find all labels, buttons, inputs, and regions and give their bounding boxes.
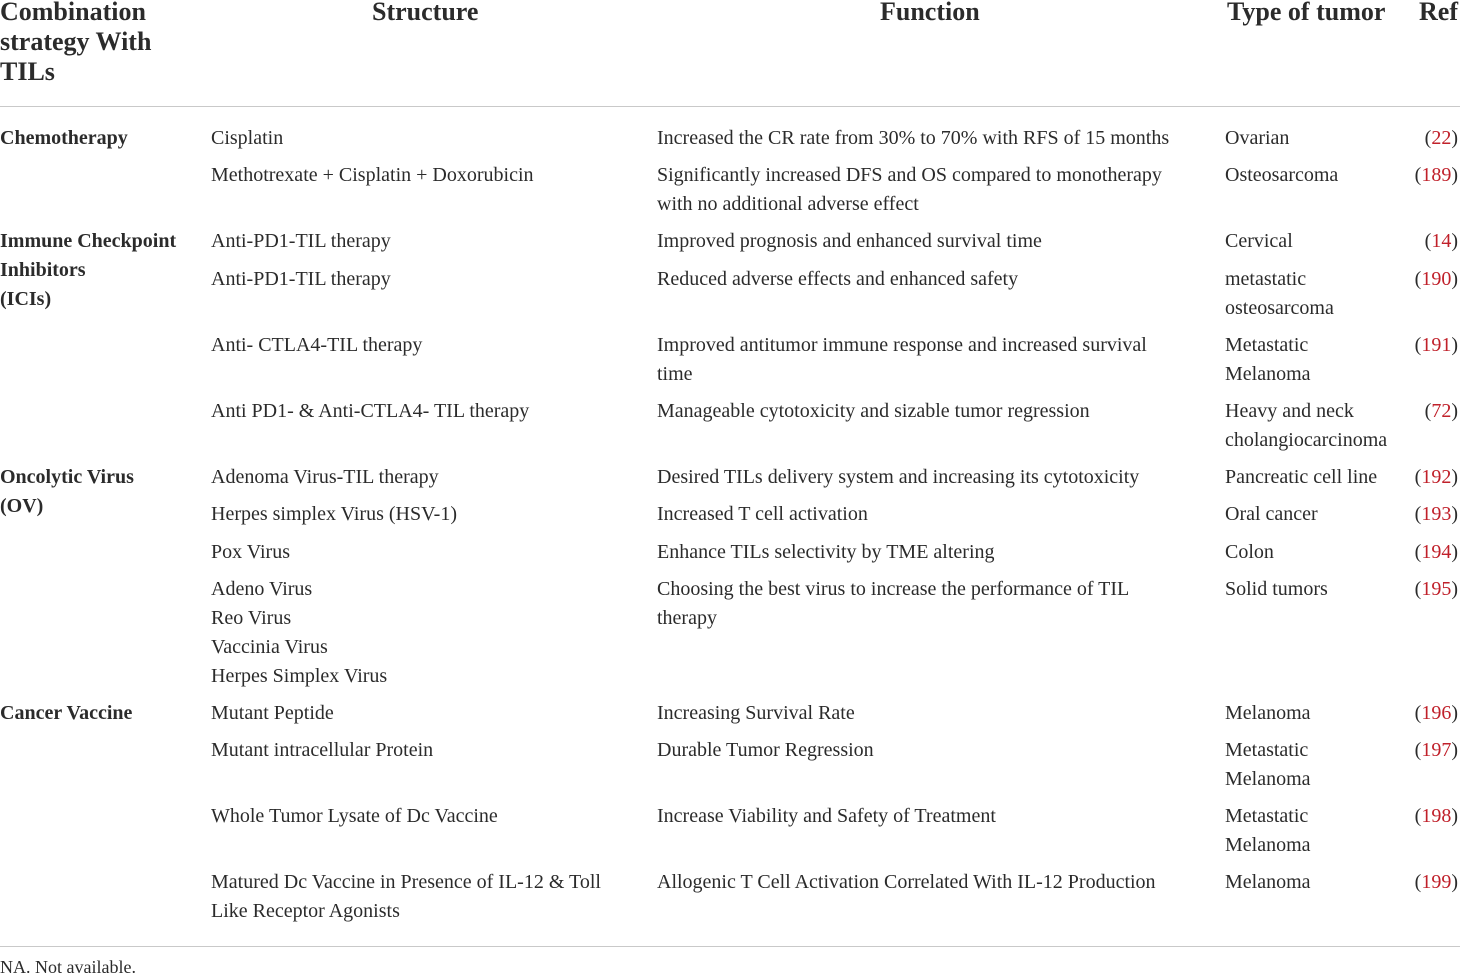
structure-cell: [211, 575, 641, 691]
function-cell: [657, 500, 1213, 529]
tumor-type-cell-line: Melanoma: [1225, 768, 1311, 790]
function-cell: [657, 736, 1213, 765]
structure-cell-line: Pox Virus: [211, 541, 291, 563]
tumor-type-cell: [1225, 538, 1405, 567]
header-function: Function: [880, 0, 980, 26]
tumor-type-cell-line: Metastatic: [1225, 805, 1309, 827]
ref-cell: (195): [1414, 578, 1458, 600]
function-cell-line: Durable Tumor Regression: [657, 739, 874, 761]
structure-cell-line: Adenoma Virus-TIL therapy: [211, 466, 439, 488]
strategy-cell-line: (OV): [0, 495, 44, 517]
structure-cell: [211, 161, 641, 190]
reference-link[interactable]: 199: [1421, 871, 1452, 893]
function-cell: [657, 868, 1213, 897]
structure-cell: [211, 736, 641, 765]
reference-link[interactable]: 195: [1421, 578, 1452, 600]
structure-cell-line: Whole Tumor Lysate of Dc Vaccine: [211, 805, 498, 827]
tumor-type-cell: [1225, 500, 1405, 529]
structure-cell-line: Anti- CTLA4-TIL therapy: [211, 334, 423, 356]
function-cell: [657, 699, 1213, 728]
structure-cell-line: Vaccinia Virus: [211, 636, 328, 658]
tumor-type-cell: [1225, 124, 1405, 153]
function-cell-line: therapy: [657, 607, 717, 629]
function-cell-line: Allogenic T Cell Activation Correlated With IL-12 Production: [657, 871, 1156, 893]
ref-cell: (14): [1424, 230, 1458, 252]
function-cell-line: Enhance TILs selectivity by TME altering: [657, 541, 995, 563]
header-divider: [0, 106, 1460, 107]
strategy-cell-line: (ICIs): [0, 288, 52, 310]
tumor-type-cell: [1225, 736, 1405, 794]
structure-cell-line: Herpes simplex Virus (HSV-1): [211, 503, 458, 525]
ref-cell: (192): [1414, 466, 1458, 488]
strategy-cell-line: Cancer Vaccine: [0, 702, 133, 724]
tumor-type-cell-line: Oral cancer: [1225, 503, 1318, 525]
function-cell: [657, 265, 1213, 294]
tumor-type-cell: [1225, 331, 1405, 389]
function-cell: [657, 397, 1213, 426]
reference-link[interactable]: 197: [1421, 739, 1452, 761]
reference-link[interactable]: 190: [1421, 268, 1452, 290]
structure-cell-line: Adeno Virus: [211, 578, 313, 600]
structure-cell: [211, 538, 641, 567]
tumor-type-cell-line: Metastatic: [1225, 739, 1309, 761]
tumor-type-cell: [1225, 575, 1405, 604]
ref-cell: (190): [1414, 268, 1458, 290]
function-cell-line: with no additional adverse effect: [657, 193, 919, 215]
function-cell-line: Reduced adverse effects and enhanced safety: [657, 268, 1019, 290]
reference-link[interactable]: 196: [1421, 702, 1452, 724]
tumor-type-cell-line: cholangiocarcinoma: [1225, 429, 1388, 451]
header-ref: Ref: [1419, 0, 1458, 26]
tumor-type-cell-line: Pancreatic cell line: [1225, 466, 1378, 488]
structure-cell-line: Anti-PD1-TIL therapy: [211, 230, 391, 252]
structure-cell-line: Methotrexate + Cisplatin + Doxorubicin: [211, 164, 534, 186]
ref-cell: (191): [1414, 334, 1458, 356]
structure-cell: [211, 699, 641, 728]
structure-cell-line: Mutant Peptide: [211, 702, 334, 724]
structure-cell-line: Herpes Simplex Virus: [211, 665, 388, 687]
function-cell: [657, 124, 1213, 153]
ref-cell: (22): [1424, 127, 1458, 149]
reference-link[interactable]: 191: [1421, 334, 1452, 356]
function-cell-line: time: [657, 363, 693, 385]
ref-cell: (194): [1414, 541, 1458, 563]
header-tumor-type: Type of tumor: [1227, 0, 1386, 26]
ref-cell: (189): [1414, 164, 1458, 186]
function-cell: [657, 538, 1213, 567]
strategy-cell-line: Inhibitors: [0, 259, 86, 281]
tumor-type-cell-line: Melanoma: [1225, 702, 1311, 724]
function-cell: [657, 575, 1213, 633]
structure-cell: [211, 331, 641, 360]
structure-cell-line: Anti PD1- & Anti-CTLA4- TIL therapy: [211, 400, 530, 422]
ref-cell: (193): [1414, 503, 1458, 525]
structure-cell: [211, 265, 641, 294]
ref-cell: (198): [1414, 805, 1458, 827]
tumor-type-cell-line: Melanoma: [1225, 871, 1311, 893]
function-cell: [657, 802, 1213, 831]
structure-cell: [211, 463, 641, 492]
tumor-type-cell: [1225, 802, 1405, 860]
tumor-type-cell: [1225, 227, 1405, 256]
structure-cell: [211, 397, 641, 426]
tumor-type-cell: [1225, 868, 1405, 897]
reference-link[interactable]: 198: [1421, 805, 1452, 827]
strategy-cell: [0, 463, 200, 521]
table-bottom-divider: [0, 946, 1460, 947]
tumor-type-cell-line: Heavy and neck: [1225, 400, 1354, 422]
structure-cell: [211, 124, 641, 153]
reference-link[interactable]: 22: [1431, 127, 1452, 149]
function-cell-line: Manageable cytotoxicity and sizable tumor regression: [657, 400, 1090, 422]
tumor-type-cell-line: Ovarian: [1225, 127, 1290, 149]
ref-cell: (199): [1414, 871, 1458, 893]
reference-link[interactable]: 14: [1431, 230, 1452, 252]
function-cell-line: Increase Viability and Safety of Treatment: [657, 805, 996, 827]
structure-cell: [211, 500, 641, 529]
structure-cell: [211, 868, 641, 926]
function-cell-line: Increased T cell activation: [657, 503, 868, 525]
function-cell: [657, 463, 1213, 492]
tumor-type-cell: [1225, 699, 1405, 728]
reference-link[interactable]: 189: [1421, 164, 1452, 186]
ref-cell: (72): [1424, 400, 1458, 422]
structure-cell-line: Reo Virus: [211, 607, 292, 629]
function-cell-line: Improved prognosis and enhanced survival time: [657, 230, 1042, 252]
strategy-cell: [0, 699, 200, 728]
function-cell: [657, 331, 1213, 389]
function-cell-line: Significantly increased DFS and OS compared to monotherapy: [657, 164, 1162, 186]
reference-link[interactable]: 192: [1421, 466, 1452, 488]
ref-cell: (196): [1414, 702, 1458, 724]
structure-cell-line: Like Receptor Agonists: [211, 900, 400, 922]
structure-cell: [211, 802, 641, 831]
function-cell: [657, 227, 1213, 256]
strategy-cell-line: Oncolytic Virus: [0, 466, 134, 488]
tumor-type-cell: [1225, 397, 1405, 455]
tumor-type-cell-line: osteosarcoma: [1225, 297, 1334, 319]
structure-cell-line: Mutant intracellular Protein: [211, 739, 434, 761]
function-cell-line: Improved antitumor immune response and increased survival: [657, 334, 1147, 356]
header-structure: Structure: [372, 0, 479, 26]
tumor-type-cell-line: Cervical: [1225, 230, 1293, 252]
ref-cell: (197): [1414, 739, 1458, 761]
function-cell-line: Choosing the best virus to increase the performance of TIL: [657, 578, 1130, 600]
structure-cell-line: Matured Dc Vaccine in Presence of IL-12 & Toll: [211, 871, 601, 893]
tumor-type-cell: [1225, 161, 1405, 190]
reference-link[interactable]: 194: [1421, 541, 1452, 563]
function-cell-line: Desired TILs delivery system and increasing its cytotoxicity: [657, 466, 1140, 488]
tumor-type-cell-line: Melanoma: [1225, 363, 1311, 385]
structure-cell-line: Anti-PD1-TIL therapy: [211, 268, 391, 290]
structure-cell-line: Cisplatin: [211, 127, 284, 149]
tumor-type-cell: [1225, 463, 1405, 492]
tumor-type-cell-line: metastatic: [1225, 268, 1307, 290]
header-combination-strategy: Combination strategy With TILs: [0, 0, 152, 86]
function-cell-line: Increased the CR rate from 30% to 70% with RFS of 15 months: [657, 127, 1170, 149]
structure-cell: [211, 227, 641, 256]
reference-link[interactable]: 193: [1421, 503, 1452, 525]
tumor-type-cell-line: Colon: [1225, 541, 1274, 563]
strategy-cell-line: Chemotherapy: [0, 127, 128, 149]
strategy-cell-line: Immune Checkpoint: [0, 230, 177, 252]
table-footnote: NA. Not available.: [0, 957, 136, 977]
tumor-type-cell-line: Melanoma: [1225, 834, 1311, 856]
tumor-type-cell-line: Metastatic: [1225, 334, 1309, 356]
tumor-type-cell-line: Solid tumors: [1225, 578, 1328, 600]
reference-link[interactable]: 72: [1431, 400, 1452, 422]
strategy-cell: [0, 227, 200, 314]
strategy-cell: [0, 124, 200, 153]
tumor-type-cell-line: Osteosarcoma: [1225, 164, 1339, 186]
tumor-type-cell: [1225, 265, 1405, 323]
function-cell: [657, 161, 1213, 219]
function-cell-line: Increasing Survival Rate: [657, 702, 855, 724]
